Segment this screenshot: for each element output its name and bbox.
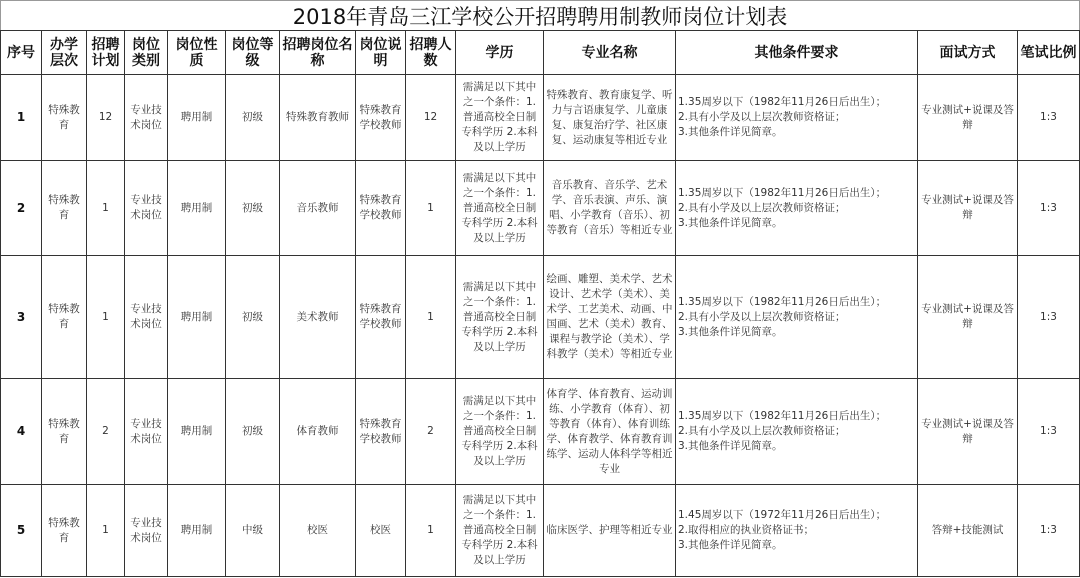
cell-other-requirements xyxy=(676,379,918,485)
header-position-desc: 岗位说明 xyxy=(356,31,406,75)
cell-category: 专业技术岗位 xyxy=(125,161,168,256)
cell-education: 需满足以下其中之一个条件：1.普通高校全日制专科学历 2.本科及以上学历 xyxy=(456,161,544,256)
requirement-line: 3.其他条件详见简章。 xyxy=(678,216,783,229)
cell-interview-method: 专业测试+说课及答辩 xyxy=(918,161,1018,256)
table-row xyxy=(1,379,1080,485)
cell-nature: 聘用制 xyxy=(168,75,226,161)
cell-exam-ratio: 1:3 xyxy=(1018,485,1080,577)
cell-count: 1 xyxy=(406,256,456,379)
header-other-requirements: 其他条件要求 xyxy=(676,31,918,75)
header-position-name: 招聘岗位名称 xyxy=(280,31,356,75)
cell-education: 需满足以下其中之一个条件：1.普通高校全日制专科学历 2.本科及以上学历 xyxy=(456,485,544,577)
table-row xyxy=(1,75,1080,161)
cell-category: 专业技术岗位 xyxy=(125,256,168,379)
cell-position-name: 体育教师 xyxy=(280,379,356,485)
cell-position-name: 美术教师 xyxy=(280,256,356,379)
header-education: 学历 xyxy=(456,31,544,75)
cell-grade: 初级 xyxy=(226,161,280,256)
cell-seq: 5 xyxy=(1,485,42,577)
cell-interview-method: 答辩+技能测试 xyxy=(918,485,1018,577)
header-row xyxy=(1,31,1080,75)
cell-education: 需满足以下其中之一个条件：1.普通高校全日制专科学历 2.本科及以上学历 xyxy=(456,379,544,485)
cell-exam-ratio: 1:3 xyxy=(1018,256,1080,379)
cell-category: 专业技术岗位 xyxy=(125,485,168,577)
requirement-line: 2.具有小学及以上层次教师资格证； xyxy=(678,201,846,214)
header-plan: 招聘计划 xyxy=(87,31,125,75)
header-category: 岗位类别 xyxy=(125,31,168,75)
cell-level: 特殊教育 xyxy=(42,379,87,485)
cell-position-name: 音乐教师 xyxy=(280,161,356,256)
cell-other-requirements xyxy=(676,485,918,577)
cell-grade: 初级 xyxy=(226,256,280,379)
cell-grade: 初级 xyxy=(226,75,280,161)
header-exam-ratio: 笔试比例 xyxy=(1018,31,1080,75)
requirement-line: 2.具有小学及以上层次教师资格证； xyxy=(678,111,846,123)
cell-plan: 1 xyxy=(87,161,125,256)
cell-plan: 2 xyxy=(87,379,125,485)
cell-plan: 1 xyxy=(87,256,125,379)
cell-count: 12 xyxy=(406,75,456,161)
requirement-line: 1.35周岁以下（1982年11月26日后出生）； xyxy=(678,96,887,108)
cell-seq: 4 xyxy=(1,379,42,485)
cell-level: 特殊教育 xyxy=(42,256,87,379)
cell-position-name: 校医 xyxy=(280,485,356,577)
header-nature: 岗位性质 xyxy=(168,31,226,75)
cell-position-desc: 校医 xyxy=(356,485,406,577)
cell-position-desc: 特殊教育学校教师 xyxy=(356,256,406,379)
requirement-line: 1.35周岁以下（1982年11月26日后出生）； xyxy=(678,295,887,308)
table-row xyxy=(1,256,1080,379)
cell-count: 1 xyxy=(406,485,456,577)
cell-exam-ratio: 1:3 xyxy=(1018,379,1080,485)
table-row xyxy=(1,485,1080,577)
cell-plan: 12 xyxy=(87,75,125,161)
cell-seq: 2 xyxy=(1,161,42,256)
cell-exam-ratio: 1:3 xyxy=(1018,161,1080,256)
cell-major: 临床医学、护理等相近专业 xyxy=(544,485,676,577)
cell-major: 绘画、雕塑、美术学、艺术设计、艺术学（美术）、美术学、工艺美术、动画、中国画、艺术（美术）教育、课程与教学论（美术）、学科教学（美术）等相近专业 xyxy=(544,256,676,379)
header-seq: 序号 xyxy=(1,31,42,75)
cell-other-requirements xyxy=(676,161,918,256)
requirement-line: 2.具有小学及以上层次教师资格证； xyxy=(678,425,846,437)
cell-grade: 中级 xyxy=(226,485,280,577)
requirement-line: 3.其他条件详见简章。 xyxy=(678,440,783,452)
requirement-line: 2.取得相应的执业资格证书； xyxy=(678,524,815,536)
cell-nature: 聘用制 xyxy=(168,379,226,485)
cell-level: 特殊教育 xyxy=(42,75,87,161)
cell-nature: 聘用制 xyxy=(168,161,226,256)
cell-position-name: 特殊教育教师 xyxy=(280,75,356,161)
cell-education: 需满足以下其中之一个条件：1.普通高校全日制专科学历 2.本科及以上学历 xyxy=(456,75,544,161)
requirement-line: 3.其他条件详见简章。 xyxy=(678,539,783,551)
requirement-line: 1.45周岁以下（1972年11月26日后出生）； xyxy=(678,509,887,521)
cell-position-desc: 特殊教育学校教师 xyxy=(356,161,406,256)
cell-count: 1 xyxy=(406,161,456,256)
header-count: 招聘人数 xyxy=(406,31,456,75)
cell-major: 体育学、体育教育、运动训练、小学教育（体育）、初等教育（体育）、体育训练学、体育教学、体育教育训练学、运动人体科学等相近专业 xyxy=(544,379,676,485)
requirement-line: 1.35周岁以下（1982年11月26日后出生）； xyxy=(678,410,887,422)
header-grade: 岗位等级 xyxy=(226,31,280,75)
requirement-line: 1.35周岁以下（1982年11月26日后出生）； xyxy=(678,186,887,199)
cell-plan: 1 xyxy=(87,485,125,577)
header-major: 专业名称 xyxy=(544,31,676,75)
cell-other-requirements xyxy=(676,256,918,379)
cell-level: 特殊教育 xyxy=(42,485,87,577)
cell-other-requirements xyxy=(676,75,918,161)
cell-major: 音乐教育、音乐学、艺术学、音乐表演、声乐、演唱、小学教育（音乐）、初等教育（音乐）等相近专业 xyxy=(544,161,676,256)
cell-exam-ratio: 1:3 xyxy=(1018,75,1080,161)
cell-level: 特殊教育 xyxy=(42,161,87,256)
cell-nature: 聘用制 xyxy=(168,256,226,379)
cell-education: 需满足以下其中之一个条件：1.普通高校全日制专科学历 2.本科及以上学历 xyxy=(456,256,544,379)
page-title: 2018年青岛三江学校公开招聘聘用制教师岗位计划表 xyxy=(0,0,1080,30)
requirement-line: 3.其他条件详见简章。 xyxy=(678,126,783,138)
recruitment-table xyxy=(0,30,1080,577)
requirement-line: 2.具有小学及以上层次教师资格证； xyxy=(678,310,846,323)
cell-interview-method: 专业测试+说课及答辩 xyxy=(918,379,1018,485)
cell-position-desc: 特殊教育学校教师 xyxy=(356,75,406,161)
cell-category: 专业技术岗位 xyxy=(125,75,168,161)
cell-grade: 初级 xyxy=(226,379,280,485)
header-interview-method: 面试方式 xyxy=(918,31,1018,75)
cell-category: 专业技术岗位 xyxy=(125,379,168,485)
table-row xyxy=(1,161,1080,256)
cell-interview-method: 专业测试+说课及答辩 xyxy=(918,75,1018,161)
cell-position-desc: 特殊教育学校教师 xyxy=(356,379,406,485)
cell-count: 2 xyxy=(406,379,456,485)
cell-seq: 1 xyxy=(1,75,42,161)
cell-major: 特殊教育、教育康复学、听力与言语康复学、儿童康复、康复治疗学、社区康复、运动康复等相近专业 xyxy=(544,75,676,161)
cell-seq: 3 xyxy=(1,256,42,379)
cell-nature: 聘用制 xyxy=(168,485,226,577)
header-level: 办学层次 xyxy=(42,31,87,75)
cell-interview-method: 专业测试+说课及答辩 xyxy=(918,256,1018,379)
requirement-line: 3.其他条件详见简章。 xyxy=(678,325,783,338)
